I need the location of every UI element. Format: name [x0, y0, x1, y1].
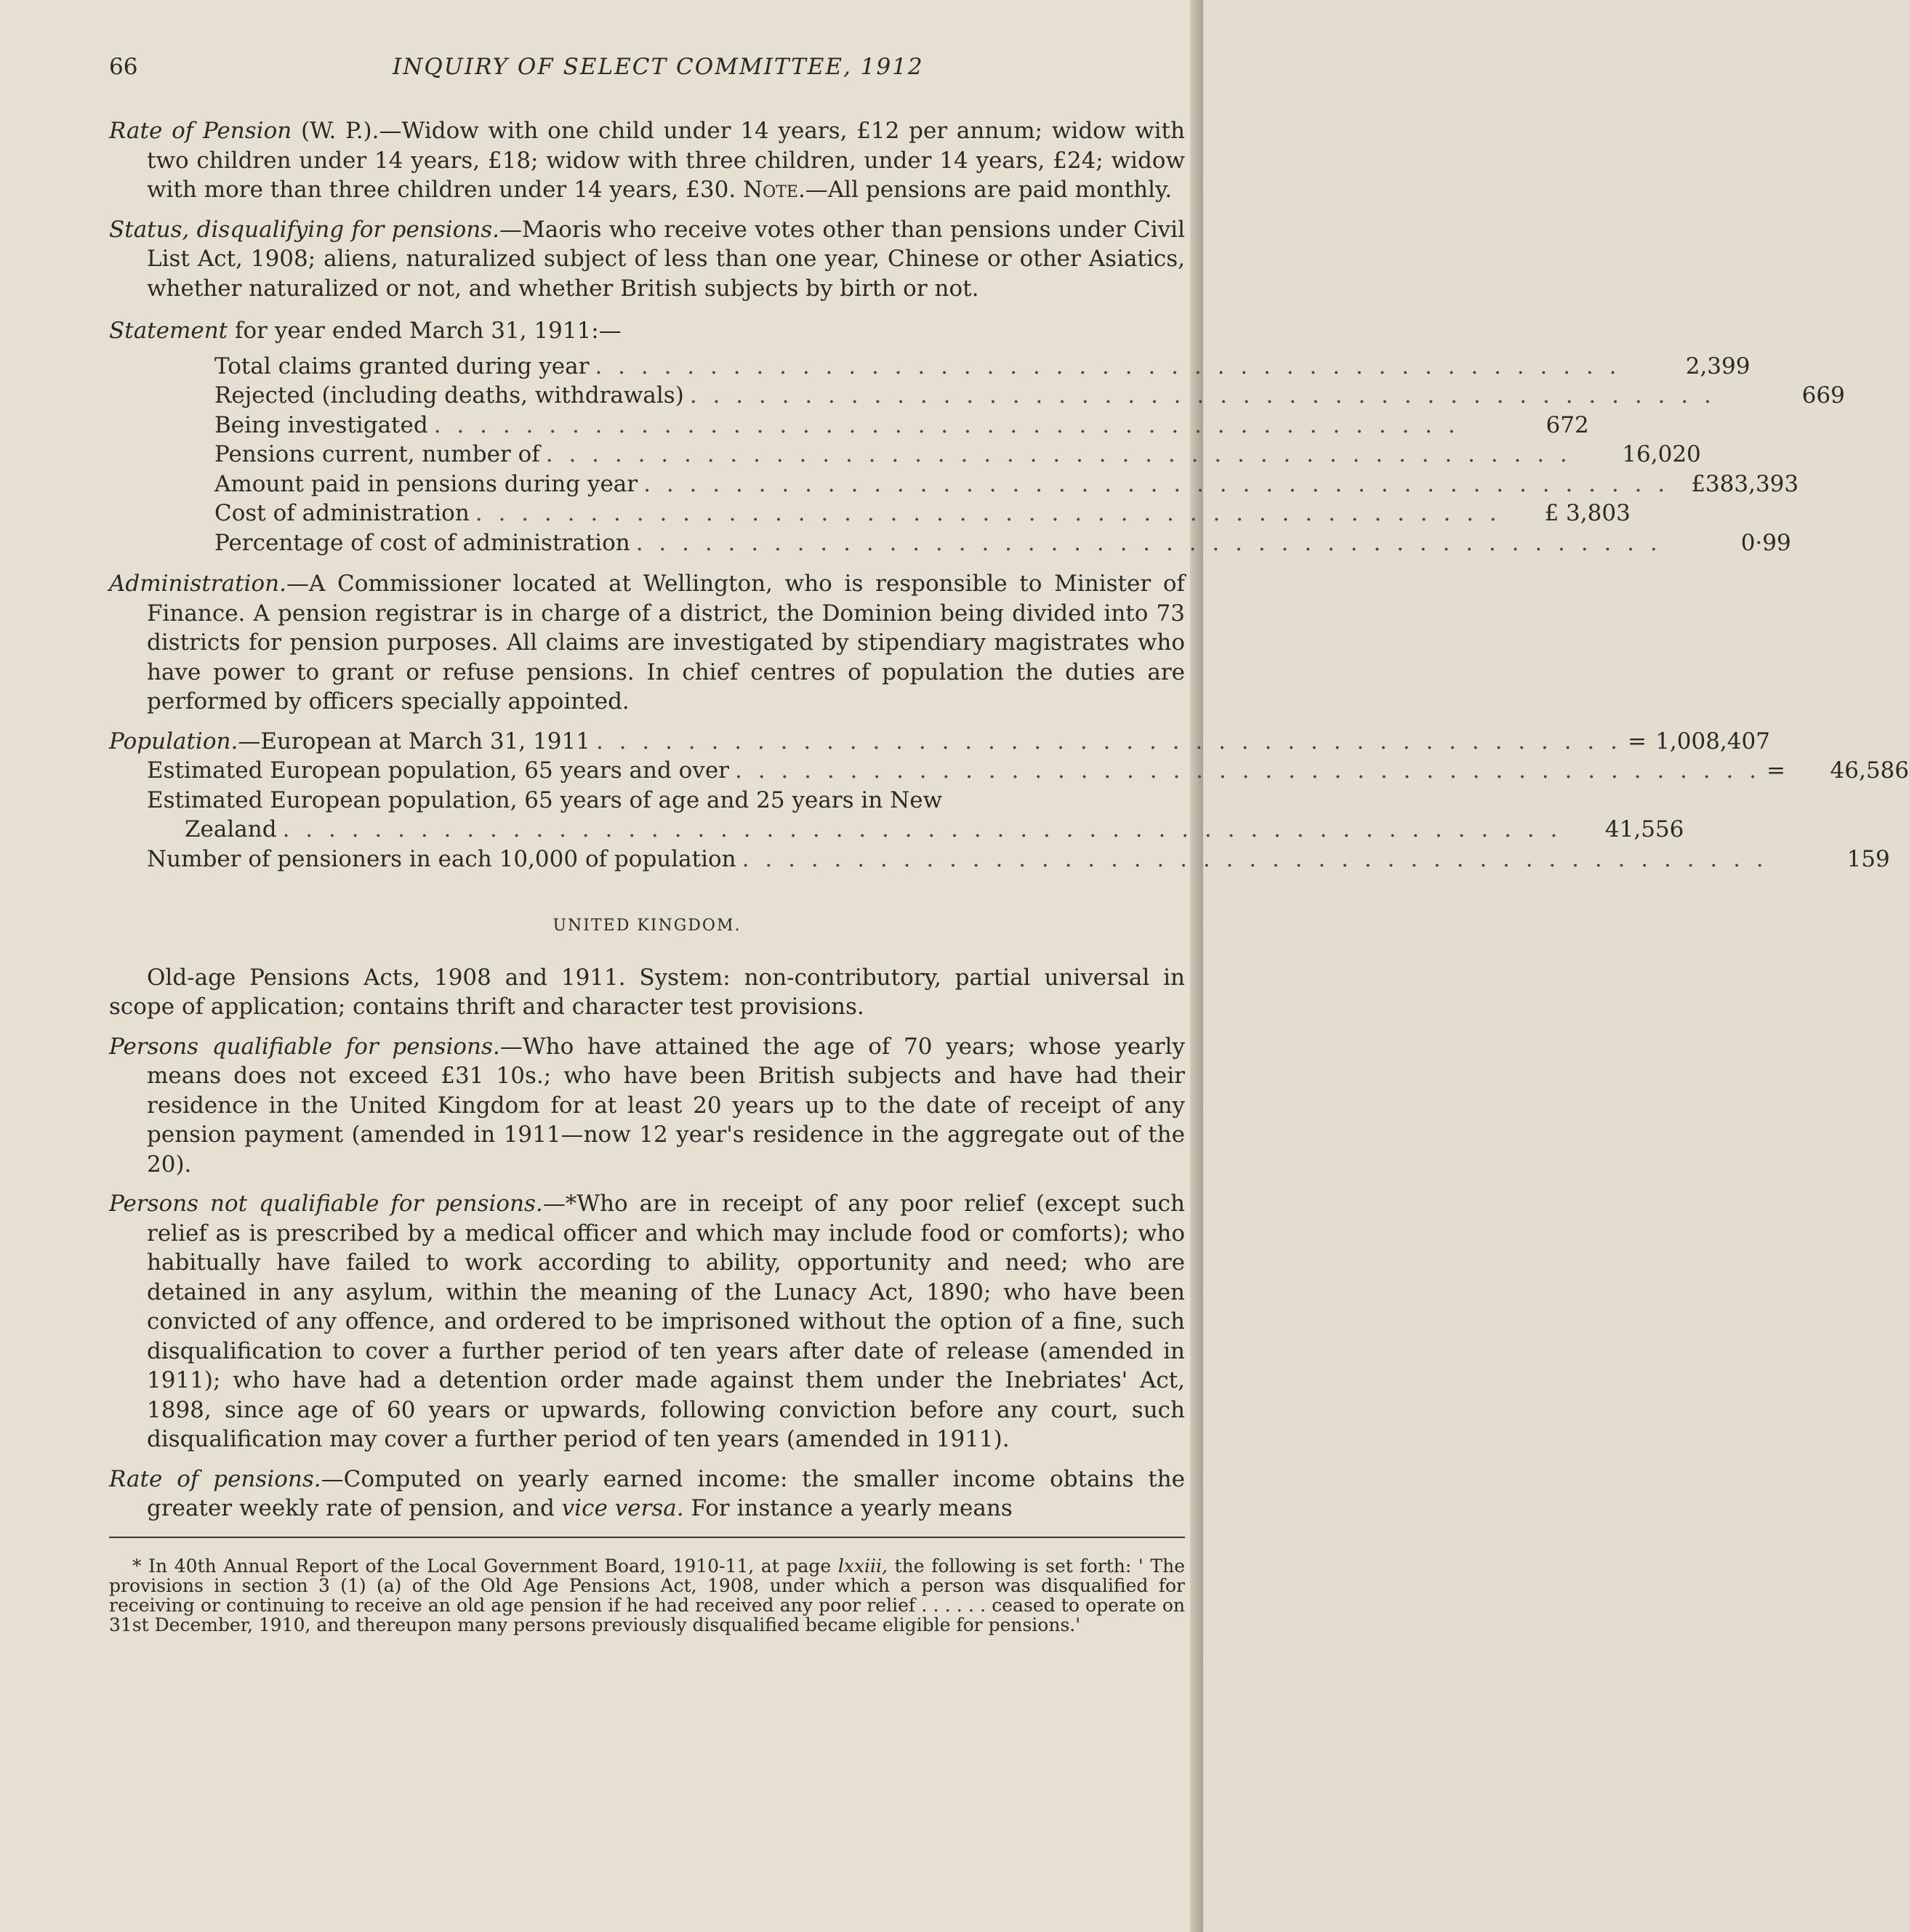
- statement-row: [214, 381, 1845, 411]
- statement-row-value: £ 3,803: [1544, 500, 1631, 526]
- population-heading: Population.: [109, 728, 238, 754]
- status-paragraph: [109, 215, 1185, 304]
- population-value: 41,556: [1604, 816, 1684, 842]
- statement-row-value: 0·99: [1740, 529, 1791, 556]
- section-heading-united-kingdom: UNITED KINGDOM.: [552, 917, 742, 935]
- footnote-page-ref: lxxiii,: [837, 1555, 888, 1577]
- qualifiable-heading: Persons qualifiable for pensions.: [109, 1033, 500, 1060]
- population-first-label: —European at March 31, 1911: [238, 728, 590, 754]
- qualifiable-text: —Who have attained the age of 70 years; whose yearly means does not exceed £31 10s.; who have been British subjects and have had their residence in the United Kingdom for at least 20 years up to the date of receipt of any pension payment (amended in 1911—now 12 year's residence in the aggregate out of the 20).: [147, 1033, 1185, 1178]
- uk-intro-paragraph: Old-age Pensions Acts, 1908 and 1911. System: non-contributory, partial universal in scope of application; contains thrift and character test provisions.: [109, 964, 1185, 1020]
- population-row: [147, 756, 1909, 786]
- statement-heading-rest: for year ended March 31, 1911:—: [228, 318, 622, 344]
- population-label: Estimated European population, 65 years and over: [147, 757, 729, 784]
- statement-row-value: 16,020: [1622, 441, 1701, 467]
- statement-row-label: Being investigated: [214, 411, 428, 438]
- page-body: [109, 116, 1909, 1653]
- vice-versa-text: vice versa.: [561, 1495, 684, 1521]
- rate-of-pension-text: (W. P.).—Widow with one child under 14 years, £12 per annum; widow with two children under 14 years, £18; widow with three children, under 14 years, £24; widow with more than three children under 14 years, £30.: [147, 118, 1185, 203]
- page-header: [109, 54, 1178, 90]
- statement-row: [214, 470, 1799, 499]
- page-number: 66: [109, 54, 138, 80]
- running-title: INQUIRY OF SELECT COMMITTEE, 1912: [393, 54, 924, 80]
- statement-row-value: £383,393: [1691, 470, 1799, 497]
- leader-dots: . . . . . . . . . . . . . . . . . . . . . . . . . . . . . . . . . . . . . . . . . . . . .: [742, 845, 1768, 872]
- statement-row-value: 669: [1801, 382, 1845, 408]
- leader-dots: . . . . . . . . . . . . . . . . . . . . . . . . . . . . . . . . . . . . . . . . . . . . .: [433, 411, 1460, 438]
- population-first-label-line: [109, 727, 590, 757]
- footnote-text-end: the following is set forth: ' The provisions in section 3 (1) (a) of the Old Age Pensions Act, 1908, under which a person was disqualified for receiving or continuing to receive an old age pension if he had received any poor relief . . . . . . ceased to operate on 31st December, 1910, and thereupon many persons previously disqualified became eligible for pensions.': [109, 1555, 1185, 1635]
- population-label: Zealand: [185, 816, 277, 842]
- statement-row: [214, 440, 1701, 470]
- leader-dots: . . . . . . . . . . . . . . . . . . . . . . . . . . . . . . . . . . . . . . . . . . . . .: [643, 470, 1670, 497]
- statement-block: [109, 316, 1845, 558]
- statement-row-label: Cost of administration: [214, 500, 470, 526]
- population-row: [109, 727, 1770, 757]
- statement-row-label: Percentage of cost of administration: [214, 529, 630, 556]
- population-label: Number of pensioners in each 10,000 of population: [147, 845, 736, 872]
- not-qualifiable-heading: Persons not qualifiable for pensions.: [109, 1191, 543, 1217]
- leader-dots: . . . . . . . . . . . . . . . . . . . . . . . . . . . . . . . . . . . . . . . . . . . . .: [689, 382, 1716, 408]
- rate-of-pension-heading: Rate of Pension: [109, 118, 292, 144]
- population-row: [147, 845, 1890, 874]
- administration-text: —A Commissioner located at Wellington, who is responsible to Minister of Finance. A pension registrar is in charge of a district, the Dominion being divided into 73 districts for pension purposes. All claims are investigated by stipendiary magistrates who have power to grant or refuse pensions. In chief centres of population the duties are performed by officers specially appointed.: [147, 571, 1185, 715]
- leader-dots: . . . . . . . . . . . . . . . . . . . . . . . . . . . . . . . . . . . . . . . . . . . . . . . . . . . . . . . .: [282, 816, 1562, 842]
- population-row: [147, 786, 1185, 816]
- footnote-divider: [109, 1537, 1185, 1538]
- note-label: Note.: [743, 177, 805, 203]
- population-value: 46,586: [1830, 757, 1909, 784]
- population-row: [147, 815, 1684, 845]
- footnote: [109, 1556, 1185, 1635]
- page-edge-shadow: [1190, 0, 1203, 1932]
- rate-of-pensions-heading: Rate of pensions.: [109, 1465, 321, 1492]
- rate-of-pensions-paragraph: [109, 1465, 1185, 1524]
- leader-dots: . . . . . . . . . . . . . . . . . . . . . . . . . . . . . . . . . . . . . . . . . . . . .: [635, 529, 1662, 556]
- not-qualifiable-paragraph: [109, 1189, 1185, 1454]
- leader-dots: . . . . . . . . . . . . . . . . . . . . . . . . . . . . . . . . . . . . . . . . . . . . .: [595, 728, 1622, 754]
- leader-dots: . . . . . . . . . . . . . . . . . . . . . . . . . . . . . . . . . . . . . . . . . . . . .: [595, 353, 1621, 379]
- statement-heading-line: [109, 316, 1185, 346]
- note-text: —All pensions are paid monthly.: [805, 177, 1173, 203]
- rate-of-pensions-text: —Computed on yearly earned income: the smaller income obtains the greater weekly rate of pension, and: [147, 1465, 1185, 1521]
- statement-row-label: Pensions current, number of: [214, 441, 540, 467]
- statement-row-label: Amount paid in pensions during year: [214, 470, 638, 497]
- not-qualifiable-text: —*Who are in receipt of any poor relief (except such relief as is prescribed by a medical officer and which may include food or comforts); who habitually have failed to work according to ability, opportunity and need; who are detained in any asylum, within the meaning of the Lunacy Act, 1890; who have been convicted of any offence, and ordered to be imprisoned without the option of a fine, such disqualification to cover a further period of ten years after date of release (amended in 1911); who have had a detention order made against them under the Inebriates' Act, 1898, since age of 60 years or upwards, following conviction before any court, such disqualification may cover a further period of ten years (amended in 1911).: [147, 1191, 1185, 1452]
- leader-dots: . . . . . . . . . . . . . . . . . . . . . . . . . . . . . . . . . . . . . . . . . . . . .: [735, 757, 1761, 784]
- rate-of-pension-paragraph: [109, 116, 1185, 205]
- statement-row: [214, 528, 1791, 558]
- statement-row: [214, 411, 1589, 440]
- statement-heading: Statement: [109, 318, 228, 344]
- administration-heading: Administration.: [109, 571, 286, 597]
- statement-row-label: Total claims granted during year: [214, 353, 590, 379]
- population-value: 1,008,407: [1655, 728, 1770, 754]
- population-rows: [109, 756, 1909, 874]
- statement-row-label: Rejected (including deaths, withdrawals): [214, 382, 684, 408]
- population-value: 159: [1846, 845, 1890, 872]
- population-block: [109, 727, 1909, 874]
- statement-row-value: 672: [1546, 411, 1589, 438]
- status-heading: Status, disqualifying for pensions.: [109, 216, 500, 243]
- footnote-text: * In 40th Annual Report of the Local Government Board, 1910-11, at page: [132, 1555, 838, 1577]
- equals-sign: =: [1627, 728, 1647, 754]
- population-label: Estimated European population, 65 years of age and 25 years in New: [147, 786, 943, 813]
- status-text: —Maoris who receive votes other than pensions under Civil List Act, 1908; aliens, naturalized subject of less than one year, Chinese or other Asiatics, whether naturalized or not, and whether British subjects by birth or not.: [147, 216, 1185, 302]
- leader-dots: . . . . . . . . . . . . . . . . . . . . . . . . . . . . . . . . . . . . . . . . . . . . .: [475, 500, 1501, 526]
- statement-row: [214, 499, 1631, 528]
- statement-row-value: 2,399: [1685, 353, 1751, 379]
- administration-paragraph: [109, 569, 1185, 717]
- qualifiable-paragraph: [109, 1032, 1185, 1180]
- statement-rows: [109, 352, 1845, 558]
- equals-sign: =: [1767, 757, 1785, 784]
- rate-of-pensions-text-end: For instance a yearly means: [683, 1495, 1013, 1521]
- leader-dots: . . . . . . . . . . . . . . . . . . . . . . . . . . . . . . . . . . . . . . . . . . . . .: [545, 441, 1572, 467]
- statement-row: [214, 352, 1751, 382]
